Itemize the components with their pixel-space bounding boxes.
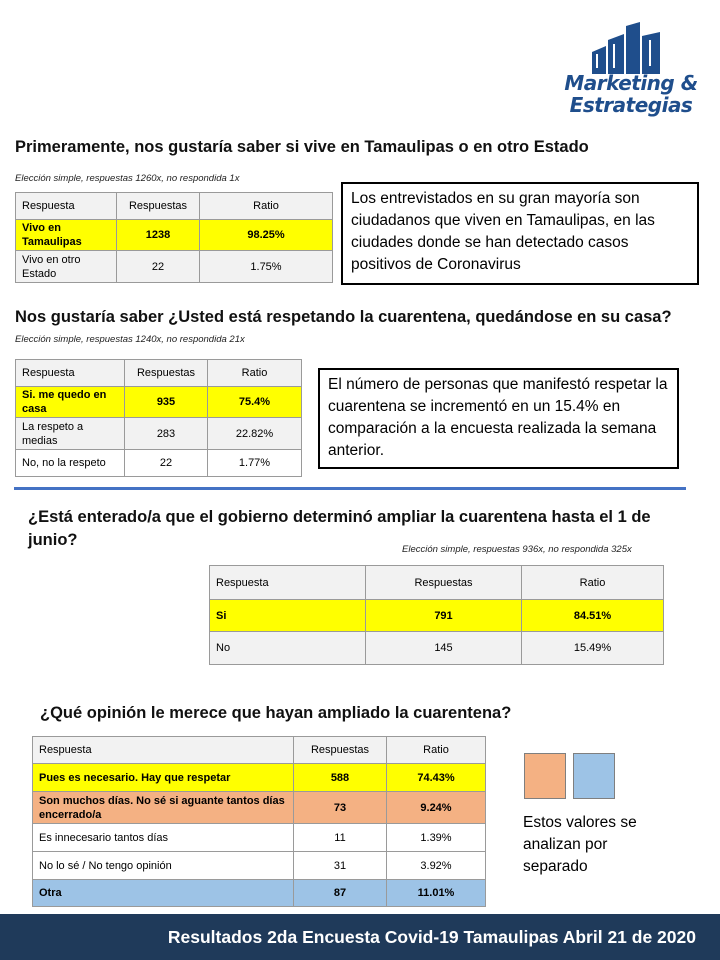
header-cell: Ratio	[200, 193, 333, 220]
table-row	[16, 220, 333, 251]
q3-table	[209, 565, 664, 665]
header-cell: Ratio	[208, 360, 302, 387]
response-cell: Vivo en otro Estado	[16, 251, 117, 283]
ratio-cell: 1.75%	[200, 251, 333, 283]
count-cell: 22	[117, 251, 200, 283]
table-row	[33, 852, 486, 880]
q2-title: Nos gustaría saber ¿Usted está respetando la cuarentena, quedándose en su casa?	[15, 308, 672, 326]
ratio-cell: 75.4%	[208, 387, 302, 418]
ratio-cell: 9.24%	[387, 792, 486, 824]
count-cell: 145	[366, 632, 522, 665]
response-cell: No lo sé / No tengo opinión	[33, 852, 294, 880]
q2-note: Elección simple, respuestas 1240x, no respondida 21x	[15, 334, 245, 345]
ratio-cell: 22.82%	[208, 418, 302, 450]
ratio-cell: 3.92%	[387, 852, 486, 880]
response-cell: No, no la respeto	[16, 450, 125, 477]
table-row	[33, 764, 486, 792]
table-header-row	[16, 193, 333, 220]
legend-text: Estos valores se analizan por separado	[523, 814, 637, 875]
logo-text	[556, 72, 706, 116]
buildings-icon	[556, 22, 706, 74]
count-cell: 791	[366, 600, 522, 632]
q2-comment-box: El número de personas que manifestó respetar la cuarentena se incrementó en un 15.4% en comparación a la encuesta realizada la semana anterior.	[318, 368, 679, 469]
header-cell: Ratio	[522, 566, 664, 600]
header-cell: Respuesta	[33, 737, 294, 764]
q4-table	[32, 736, 486, 907]
count-cell: 87	[294, 880, 387, 907]
response-cell: Si. me quedo en casa	[16, 387, 125, 418]
ratio-cell: 74.43%	[387, 764, 486, 792]
ratio-cell: 11.01%	[387, 880, 486, 907]
legend-swatch-blue	[573, 753, 615, 799]
response-cell: Si	[210, 600, 366, 632]
footer-banner: Resultados 2da Encuesta Covid-19 Tamaulipas Abril 21 de 2020	[0, 914, 720, 960]
table-row	[16, 251, 333, 283]
brand-logo	[556, 22, 706, 128]
header-cell: Respuesta	[16, 193, 117, 220]
ratio-cell: 98.25%	[200, 220, 333, 251]
count-cell: 31	[294, 852, 387, 880]
table-row	[16, 450, 302, 477]
table-header-row	[16, 360, 302, 387]
header-cell: Ratio	[387, 737, 486, 764]
section-divider	[14, 487, 686, 490]
count-cell: 73	[294, 792, 387, 824]
q3-note: Elección simple, respuestas 936x, no respondida 325x	[402, 544, 632, 555]
count-cell: 1238	[117, 220, 200, 251]
response-cell: La respeto a medias	[16, 418, 125, 450]
count-cell: 11	[294, 824, 387, 852]
header-cell: Respuestas	[117, 193, 200, 220]
table-row	[33, 792, 486, 824]
count-cell: 935	[125, 387, 208, 418]
table-header-row	[210, 566, 664, 600]
response-cell: Vivo en Tamaulipas	[16, 220, 117, 251]
header-cell: Respuesta	[16, 360, 125, 387]
table-row	[16, 418, 302, 450]
header-cell: Respuestas	[366, 566, 522, 600]
legend-swatch-orange	[524, 753, 566, 799]
q4-title: ¿Qué opinión le merece que hayan ampliado la cuarentena?	[40, 704, 512, 722]
table-row	[210, 632, 664, 665]
ratio-cell: 84.51%	[522, 600, 664, 632]
q1-table	[15, 192, 333, 283]
ratio-cell: 1.77%	[208, 450, 302, 477]
q1-note: Elección simple, respuestas 1260x, no respondida 1x	[15, 173, 240, 184]
header-cell: Respuestas	[125, 360, 208, 387]
table-header-row	[33, 737, 486, 764]
ratio-cell: 1.39%	[387, 824, 486, 852]
q3-title: ¿Está enterado/a que el gobierno determinó ampliar la cuarentena hasta el 1 de junio?	[28, 508, 651, 549]
table-row	[16, 387, 302, 418]
header-cell: Respuesta	[210, 566, 366, 600]
count-cell: 22	[125, 450, 208, 477]
count-cell: 588	[294, 764, 387, 792]
response-cell: Es innecesario tantos días	[33, 824, 294, 852]
response-cell: No	[210, 632, 366, 665]
count-cell: 283	[125, 418, 208, 450]
table-row	[210, 600, 664, 632]
response-cell: Son muchos días. No sé si aguante tantos días encerrado/a	[33, 792, 294, 824]
q2-table	[15, 359, 302, 477]
table-row	[33, 880, 486, 907]
response-cell: Otra	[33, 880, 294, 907]
table-row	[33, 824, 486, 852]
q1-title: Primeramente, nos gustaría saber si vive en Tamaulipas o en otro Estado	[15, 138, 589, 156]
ratio-cell: 15.49%	[522, 632, 664, 665]
response-cell: Pues es necesario. Hay que respetar	[33, 764, 294, 792]
logo-line-2: Estrategias	[569, 93, 693, 117]
logo-line-1: Marketing &	[564, 71, 698, 95]
q1-comment-box: Los entrevistados en su gran mayoría son ciudadanos que viven en Tamaulipas, en las ciudades donde se han detectado casos positivos de Coronavirus	[341, 182, 699, 285]
header-cell: Respuestas	[294, 737, 387, 764]
